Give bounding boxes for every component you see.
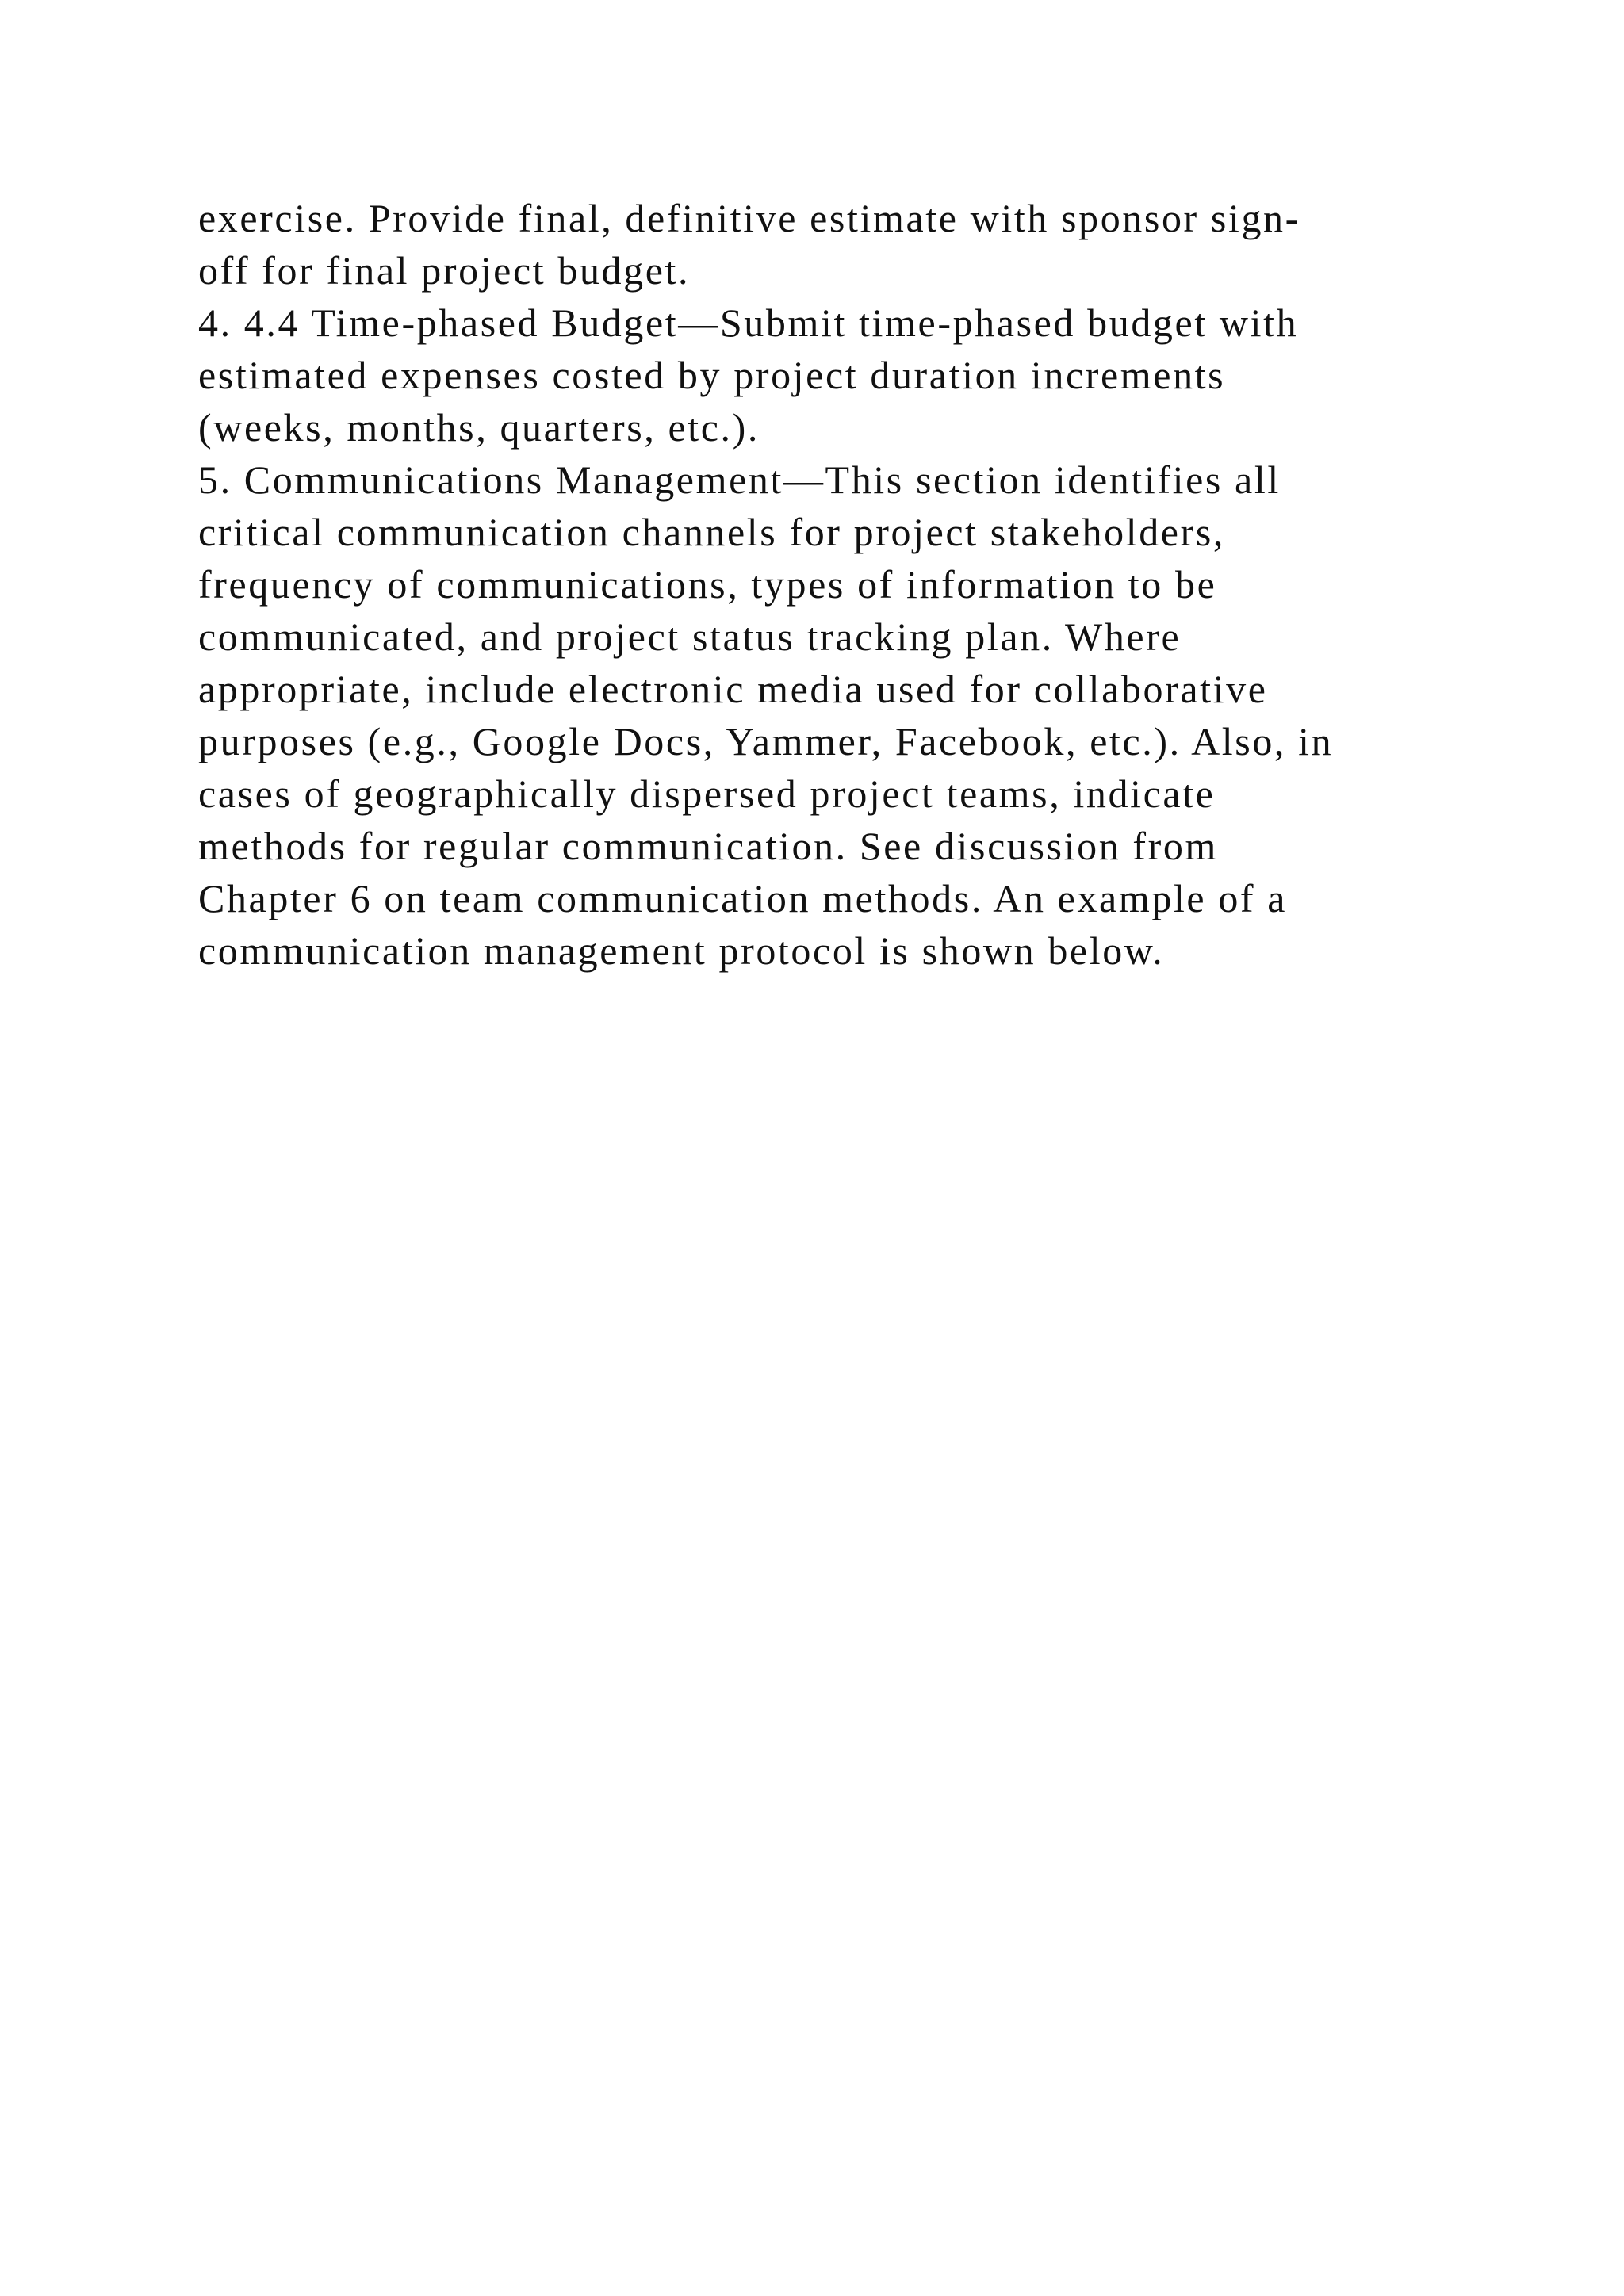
- text-line: communication management protocol is shown below.: [198, 928, 1165, 973]
- text-line: 5. Communications Management—This section identifies all: [198, 457, 1281, 502]
- text-line: Chapter 6 on team communication methods. An example of a: [198, 876, 1288, 920]
- text-line: estimated expenses costed by project duration increments: [198, 353, 1226, 397]
- text-line: appropriate, include electronic media used for collaborative: [198, 667, 1268, 711]
- text-line: purposes (e.g., Google Docs, Yammer, Facebook, etc.). Also, in: [198, 719, 1334, 763]
- text-line: critical communication channels for project stakeholders,: [198, 510, 1226, 554]
- body-text: [198, 192, 1507, 977]
- text-line: communicated, and project status tracking plan. Where: [198, 614, 1182, 659]
- text-line: off for final project budget.: [198, 248, 691, 293]
- text-line: methods for regular communication. See discussion from: [198, 824, 1218, 868]
- text-line: exercise. Provide final, definitive estimate with sponsor sign-: [198, 196, 1300, 240]
- text-line: (weeks, months, quarters, etc.).: [198, 405, 760, 450]
- text-line: cases of geographically dispersed project teams, indicate: [198, 771, 1216, 816]
- text-line: 4. 4.4 Time-phased Budget—Submit time-phased budget with: [198, 300, 1299, 345]
- text-line: frequency of communications, types of information to be: [198, 562, 1217, 607]
